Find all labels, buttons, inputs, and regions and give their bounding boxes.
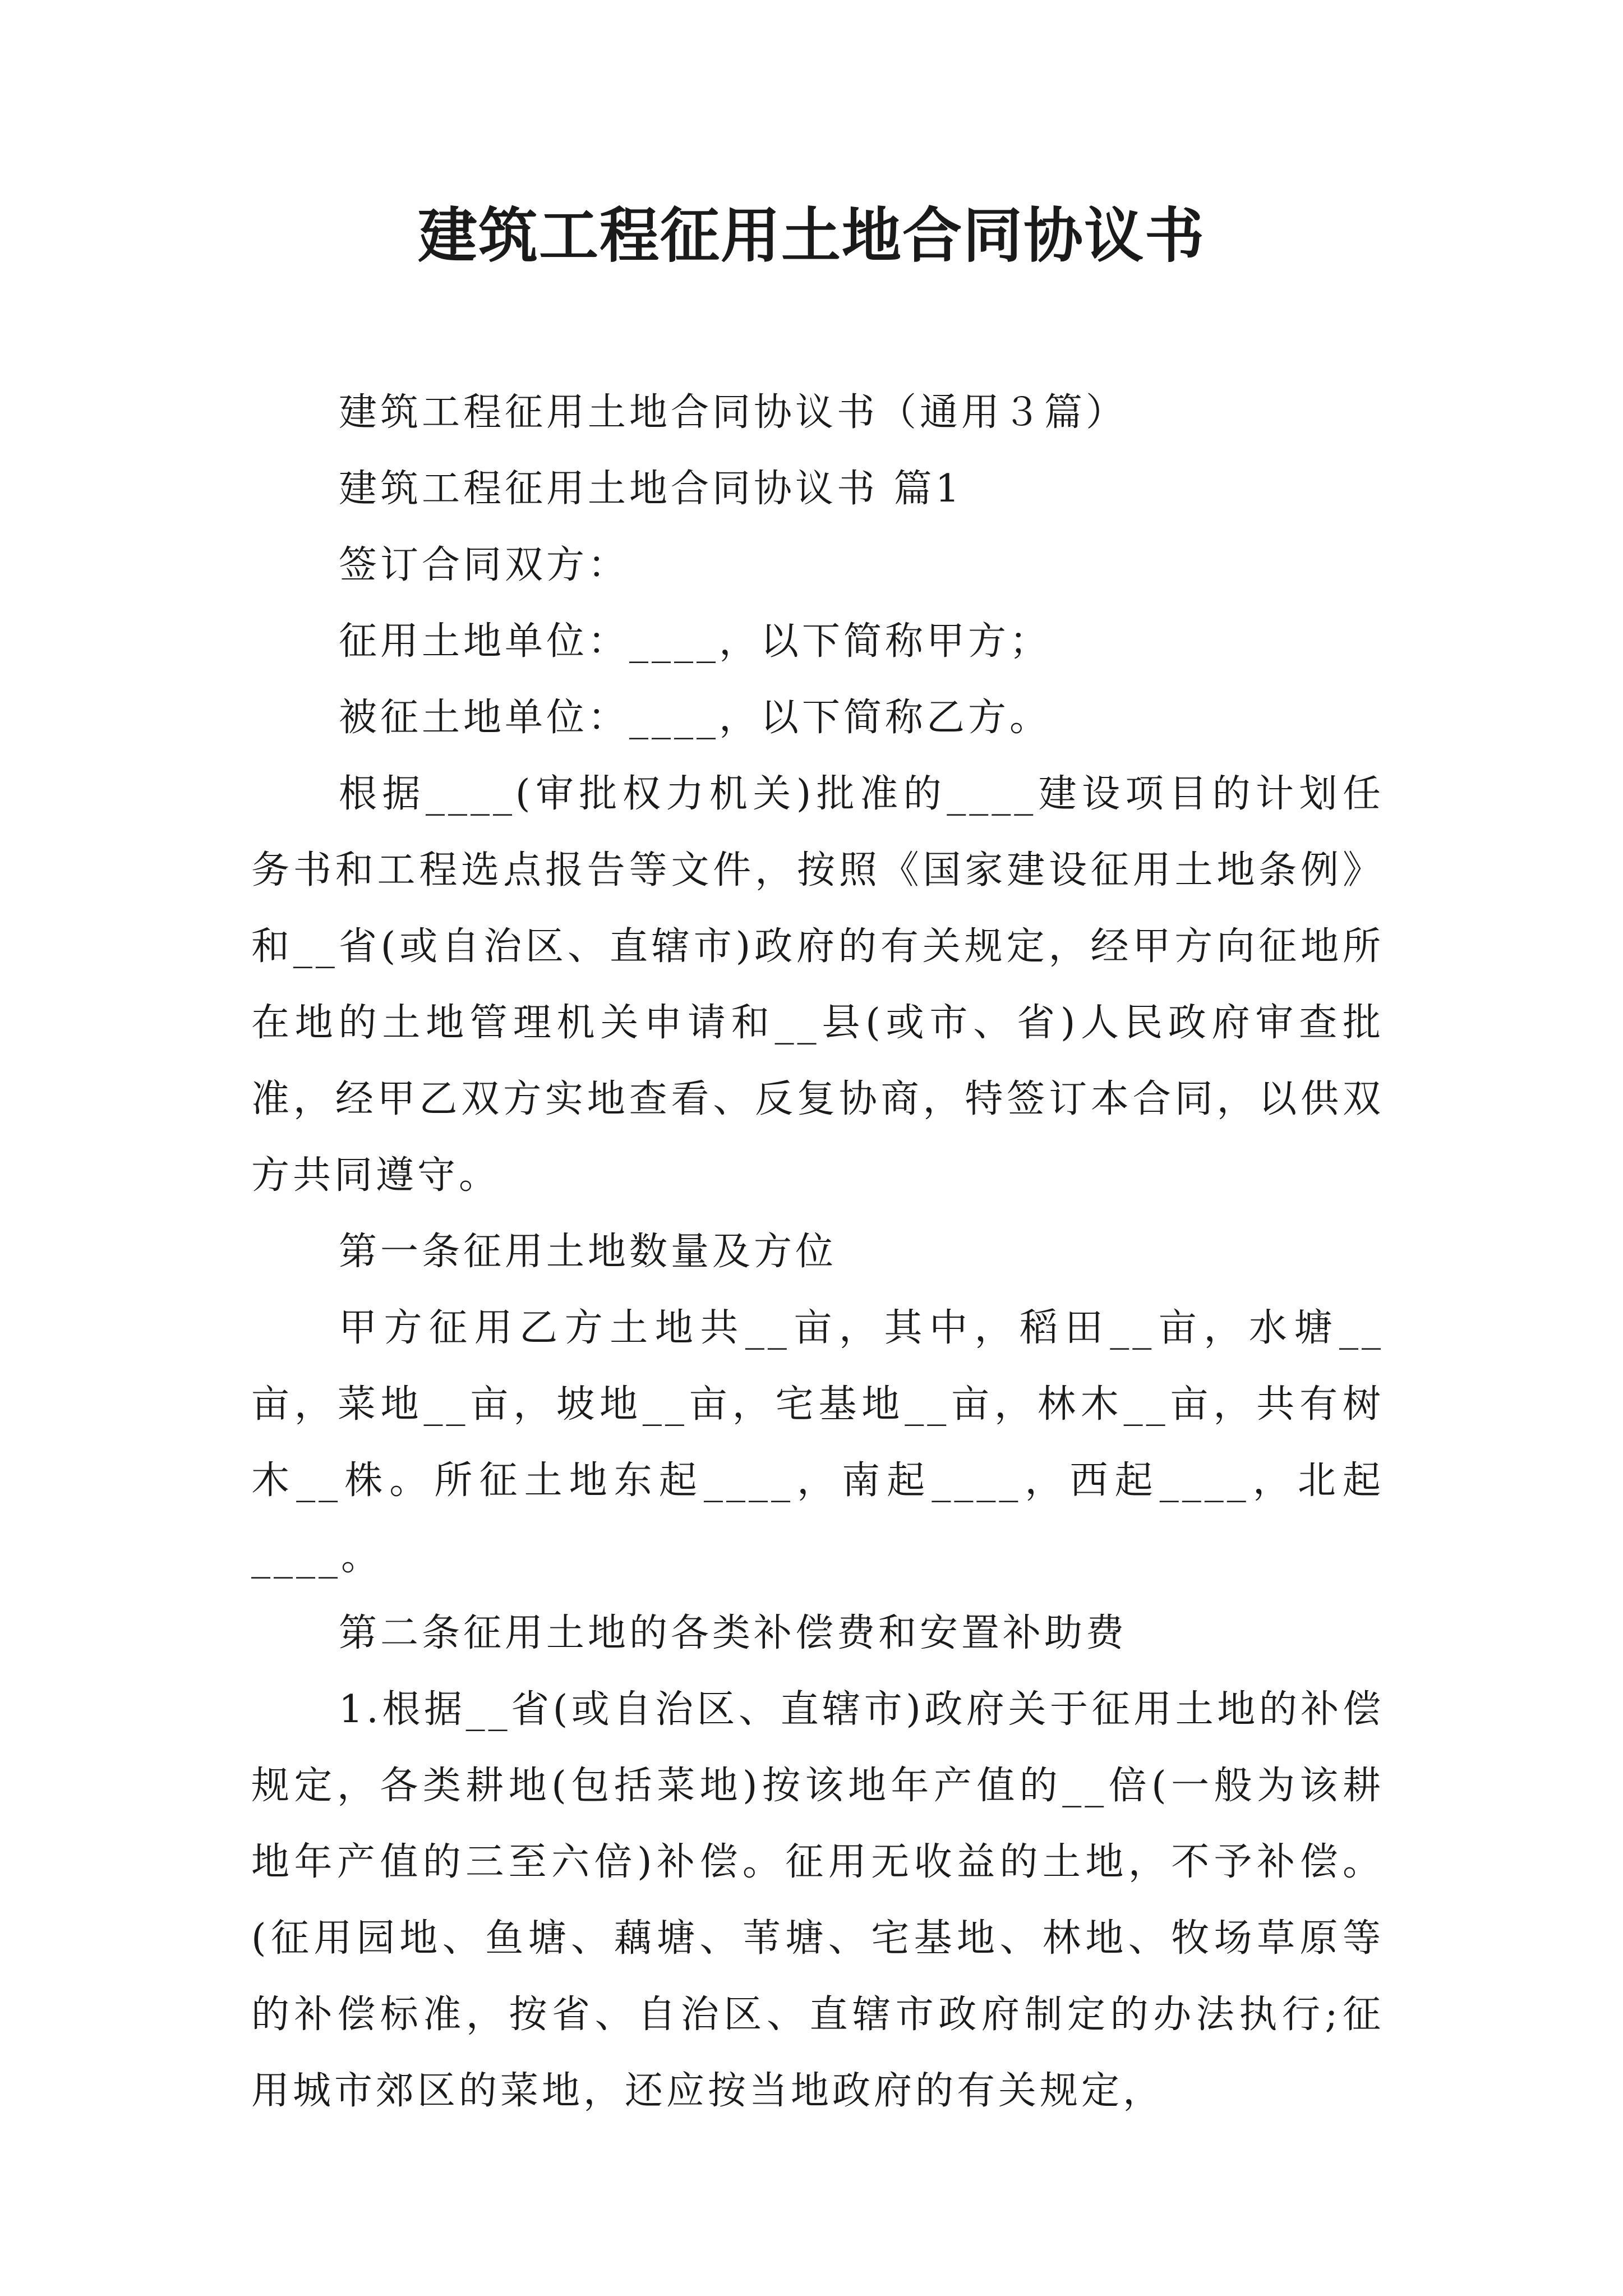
party-b-line: 被征土地单位：____，以下简称乙方。 [339,696,1052,740]
document-body [251,375,1384,2129]
parties-heading: 签订合同双方： [339,543,630,587]
article-1-paragraph: 甲方征用乙方土地共__亩，其中，稻田__亩，水塘__亩，菜地__亩，坡地__亩，宅基地__亩，林木__亩，共有树木__株。所征土地东起____，南起____，西起____，北起____。 [251,1306,1384,1579]
article-2-item-1: 1.根据__省(或自治区、直辖市)政府关于征用土地的补偿规定，各类耕地(包括菜地)按该地年产值的__倍(一般为该耕地年产值的三至六倍)补偿。征用无收益的土地，不予补偿。(征用园地、鱼塘、藕塘、苇塘、宅基地、林地、牧场草原等的补偿标准，按省、自治区、直辖市政府制定的办法执行;征用城市郊区的菜地，还应按当地政府的有关规定， [251,1687,1384,2113]
document-title: 建筑工程征用土地合同协议书 [418,200,1205,270]
article-2-heading: 第二条征用土地的各类补偿费和安置补助费 [339,1611,1128,1655]
subtitle-paragraph: 建筑工程征用土地合同协议书（通用３篇） [339,390,1128,435]
party-a-line: 征用土地单位：____，以下简称甲方； [339,619,1052,664]
article-1-heading: 第一条征用土地数量及方位 [339,1230,837,1274]
section-heading: 建筑工程征用土地合同协议书 篇1 [339,467,963,511]
preamble-paragraph: 根据____(审批权力机关)批准的____建设项目的计划任务书和工程选点报告等文件，按照《国家建设征用土地条例》和__省(或自治区、直辖市)政府的有关规定，经甲方向征地所在地的土地管理机关申请和__县(或市、省)人民政府审查批准，经甲乙双方实地查看、反复协商，特签订本合同，以供双方共同遵守。 [251,772,1384,1198]
